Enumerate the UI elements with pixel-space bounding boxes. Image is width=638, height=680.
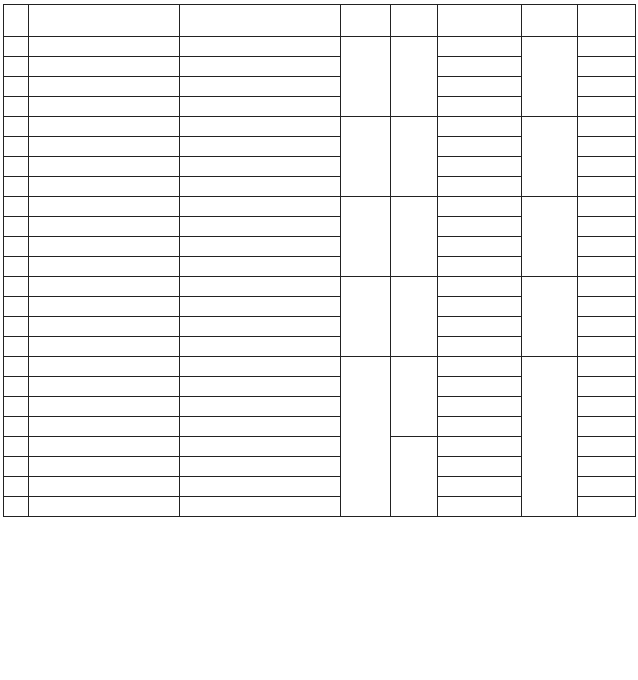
product-name <box>29 397 180 417</box>
row-index <box>4 237 29 257</box>
product-name <box>29 477 180 497</box>
product-code <box>180 377 341 397</box>
product-code <box>180 457 341 477</box>
note-cell <box>578 257 636 277</box>
depth-cell <box>438 37 522 57</box>
width-cell <box>391 437 438 517</box>
table-row <box>4 117 636 137</box>
depth-cell <box>438 497 522 517</box>
header-index <box>4 5 29 37</box>
height-cell <box>522 117 578 197</box>
depth-cell <box>438 337 522 357</box>
row-index <box>4 217 29 237</box>
note-cell <box>578 77 636 97</box>
note-cell <box>578 377 636 397</box>
product-code <box>180 397 341 417</box>
note-cell <box>578 57 636 77</box>
depth-cell <box>438 417 522 437</box>
note-cell <box>578 437 636 457</box>
product-name <box>29 237 180 257</box>
note-cell <box>578 457 636 477</box>
note-cell <box>578 277 636 297</box>
product-code <box>180 117 341 137</box>
table-body <box>4 37 636 517</box>
product-name <box>29 117 180 137</box>
row-index <box>4 197 29 217</box>
product-name <box>29 497 180 517</box>
depth-cell <box>438 237 522 257</box>
row-index <box>4 297 29 317</box>
product-name <box>29 437 180 457</box>
header-width <box>391 5 438 37</box>
capacity-cell <box>341 117 391 197</box>
product-code <box>180 337 341 357</box>
product-code <box>180 37 341 57</box>
product-code <box>180 97 341 117</box>
note-cell <box>578 217 636 237</box>
width-cell <box>391 37 438 117</box>
row-index <box>4 477 29 497</box>
note-cell <box>578 497 636 517</box>
note-cell <box>578 357 636 377</box>
depth-cell <box>438 117 522 137</box>
depth-cell <box>438 217 522 237</box>
spec-table <box>3 4 636 517</box>
product-name <box>29 377 180 397</box>
product-code <box>180 137 341 157</box>
depth-cell <box>438 377 522 397</box>
capacity-cell <box>341 357 391 517</box>
depth-cell <box>438 97 522 117</box>
product-name <box>29 257 180 277</box>
depth-cell <box>438 477 522 497</box>
product-code <box>180 297 341 317</box>
product-name <box>29 197 180 217</box>
note-cell <box>578 337 636 357</box>
product-name <box>29 137 180 157</box>
note-cell <box>578 197 636 217</box>
row-index <box>4 257 29 277</box>
note-cell <box>578 157 636 177</box>
product-code <box>180 497 341 517</box>
depth-cell <box>438 177 522 197</box>
header-height <box>522 5 578 37</box>
product-code <box>180 157 341 177</box>
capacity-cell <box>341 277 391 357</box>
product-code <box>180 357 341 377</box>
header-code <box>180 5 341 37</box>
depth-cell <box>438 297 522 317</box>
height-cell <box>522 277 578 357</box>
table-row <box>4 197 636 217</box>
height-cell <box>522 357 578 517</box>
product-code <box>180 57 341 77</box>
note-cell <box>578 37 636 57</box>
header-note <box>578 5 636 37</box>
product-name <box>29 277 180 297</box>
row-index <box>4 397 29 417</box>
width-cell <box>391 117 438 197</box>
product-name <box>29 37 180 57</box>
product-code <box>180 197 341 217</box>
row-index <box>4 57 29 77</box>
row-index <box>4 457 29 477</box>
row-index <box>4 117 29 137</box>
height-cell <box>522 37 578 117</box>
table-row <box>4 37 636 57</box>
product-name <box>29 97 180 117</box>
capacity-cell <box>341 37 391 117</box>
product-code <box>180 77 341 97</box>
product-code <box>180 257 341 277</box>
row-index <box>4 177 29 197</box>
depth-cell <box>438 437 522 457</box>
depth-cell <box>438 57 522 77</box>
product-name <box>29 157 180 177</box>
depth-cell <box>438 157 522 177</box>
width-cell <box>391 197 438 277</box>
product-code <box>180 277 341 297</box>
row-index <box>4 317 29 337</box>
product-name <box>29 457 180 477</box>
note-cell <box>578 297 636 317</box>
product-name <box>29 337 180 357</box>
row-index <box>4 377 29 397</box>
header-depth <box>438 5 522 37</box>
product-name <box>29 77 180 97</box>
row-index <box>4 437 29 457</box>
header-name <box>29 5 180 37</box>
row-index <box>4 277 29 297</box>
header-capacity <box>341 5 391 37</box>
depth-cell <box>438 137 522 157</box>
note-cell <box>578 417 636 437</box>
product-code <box>180 177 341 197</box>
product-name <box>29 317 180 337</box>
capacity-cell <box>341 197 391 277</box>
row-index <box>4 97 29 117</box>
row-index <box>4 137 29 157</box>
row-index <box>4 417 29 437</box>
row-index <box>4 157 29 177</box>
product-code <box>180 237 341 257</box>
product-name <box>29 57 180 77</box>
product-name <box>29 417 180 437</box>
row-index <box>4 77 29 97</box>
note-cell <box>578 137 636 157</box>
product-code <box>180 317 341 337</box>
product-code <box>180 417 341 437</box>
row-index <box>4 337 29 357</box>
product-code <box>180 217 341 237</box>
product-code <box>180 437 341 457</box>
depth-cell <box>438 197 522 217</box>
row-index <box>4 357 29 377</box>
row-index <box>4 497 29 517</box>
note-cell <box>578 177 636 197</box>
row-index <box>4 37 29 57</box>
depth-cell <box>438 317 522 337</box>
depth-cell <box>438 357 522 377</box>
depth-cell <box>438 397 522 417</box>
header-row <box>4 5 636 37</box>
product-code <box>180 477 341 497</box>
width-cell <box>391 357 438 437</box>
height-cell <box>522 197 578 277</box>
depth-cell <box>438 77 522 97</box>
depth-cell <box>438 257 522 277</box>
table-row <box>4 357 636 377</box>
note-cell <box>578 397 636 417</box>
product-name <box>29 177 180 197</box>
note-cell <box>578 97 636 117</box>
note-cell <box>578 477 636 497</box>
table-row <box>4 277 636 297</box>
depth-cell <box>438 277 522 297</box>
width-cell <box>391 277 438 357</box>
product-name <box>29 217 180 237</box>
product-name <box>29 297 180 317</box>
note-cell <box>578 237 636 257</box>
note-cell <box>578 117 636 137</box>
depth-cell <box>438 457 522 477</box>
note-cell <box>578 317 636 337</box>
product-name <box>29 357 180 377</box>
